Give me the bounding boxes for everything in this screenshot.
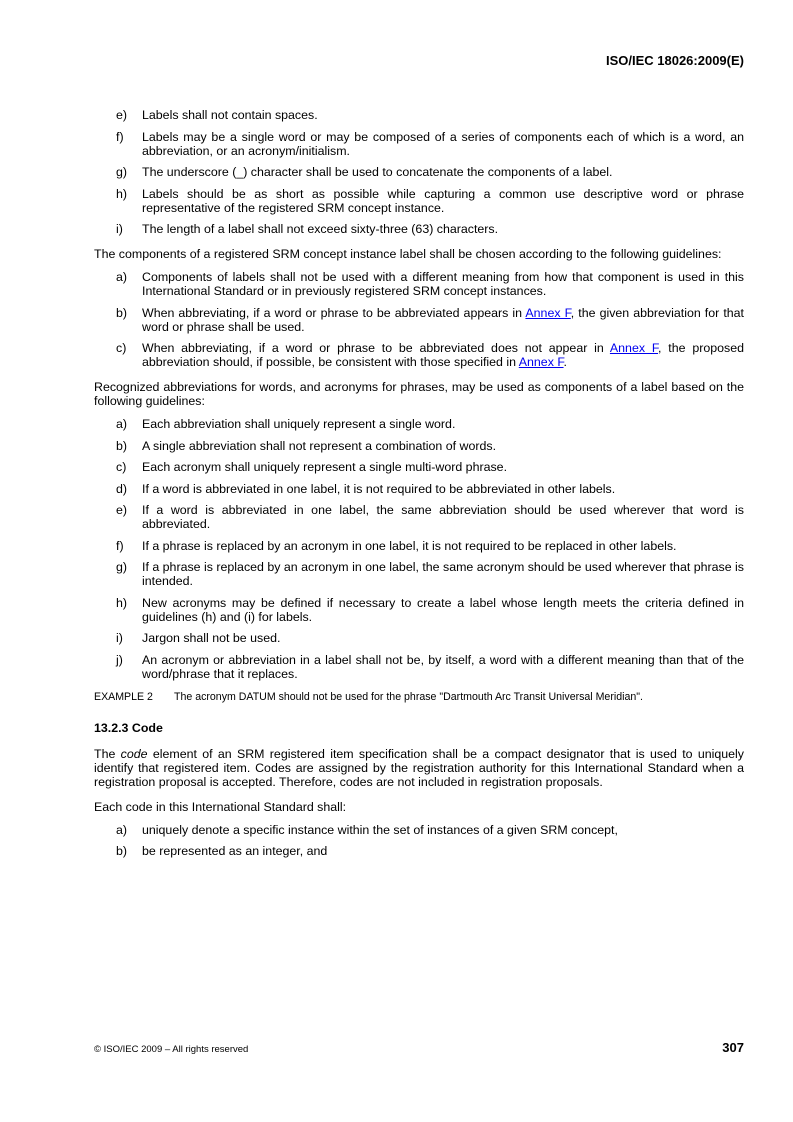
list-item: i) Jargon shall not be used. [116, 631, 281, 645]
list-item: e) If a word is abbreviated in one label, the same abbreviation should be used wherever that word is abbreviated. [116, 503, 744, 531]
list-item: g) If a phrase is replaced by an acronym in one label, the same acronym should be used wherever that phrase is intended. [116, 560, 744, 588]
example-text: The acronym DATUM should not be used for the phrase "Dartmouth Arc Transit Universal Meridian". [174, 690, 643, 703]
list-item: b) be represented as an integer, and [116, 844, 328, 858]
page-number: 307 [722, 1040, 744, 1055]
list-item: d) If a word is abbreviated in one label, it is not required to be abbreviated in other labels. [116, 481, 616, 496]
annex-f-link[interactable]: Annex F [609, 341, 659, 355]
components-intro-paragraph: The components of a registered SRM concept instance label shall be chosen according to the following guidelines: [94, 247, 722, 261]
list-item: f) If a phrase is replaced by an acronym in one label, it is not required to be replaced in other labels. [116, 538, 677, 553]
component-guidelines-list [94, 270, 744, 369]
label-rules-list [94, 108, 744, 236]
code-rules-list [94, 823, 744, 859]
list-item: c) When abbreviating, if a word or phrase to be abbreviated does not appear in Annex F, the proposed abbreviation should, if possible, be consistent with those specified in Annex F. [116, 341, 744, 369]
list-item: g) The underscore (_) character shall be used to concatenate the components of a label. [116, 165, 613, 179]
list-item: a) Components of labels shall not be used with a different meaning from how that component is used in this International Standard or in previously registered SRM concept instances. [116, 270, 744, 298]
list-item: j) An acronym or abbreviation in a label shall not be, by itself, a word with a different meaning than that of the word/phrase that it replaces. [116, 652, 744, 681]
list-item: b) When abbreviating, if a word or phrase to be abbreviated appears in Annex F, the given abbreviation for that word or phrase shall be used. [116, 305, 744, 334]
list-item: a) uniquely denote a specific instance within the set of instances of a given SRM concept, [116, 822, 618, 837]
annex-f-link[interactable]: Annex F [525, 305, 571, 320]
list-item: f) Labels may be a single word or may be composed of a series of components each of which is a word, an abbreviation, or an acronym/initialism. [116, 129, 744, 158]
code-rules-intro: Each code in this International Standard shall: [94, 799, 347, 814]
list-item: i) The length of a label shall not exceed sixty-three (63) characters. [116, 222, 499, 236]
list-item: h) New acronyms may be defined if necessary to create a label whose length meets the criteria defined in guidelines (h) and (i) for labels. [116, 595, 744, 624]
abbreviation-guidelines-list [94, 417, 744, 681]
code-paragraph: The code element of an SRM registered item specification shall be a compact designator that is used to uniquely identify that registered item. Codes are assigned by the registration authority for this International Standard when a registration proposal is accepted. Therefore, codes are not included in registration proposals. [94, 746, 744, 789]
abbreviations-intro-paragraph: Recognized abbreviations for words, and acronyms for phrases, may be used as components of a label based on the following guidelines: [94, 380, 744, 408]
example-label: EXAMPLE 2 [94, 690, 153, 703]
list-item: b) A single abbreviation shall not represent a combination of words. [116, 438, 497, 453]
list-item: e) Labels shall not contain spaces. [116, 108, 318, 122]
page-content [94, 108, 744, 866]
list-item: a) Each abbreviation shall uniquely represent a single word. [116, 417, 456, 431]
annex-f-link[interactable]: Annex F [518, 355, 564, 369]
list-item: c) Each acronym shall uniquely represent a single multi-word phrase. [116, 460, 508, 474]
section-heading: 13.2.3 Code [94, 720, 163, 735]
copyright-notice: © ISO/IEC 2009 – All rights reserved [94, 1044, 249, 1055]
example-note [94, 691, 744, 703]
list-item: h) Labels should be as short as possible while capturing a common use descriptive word or phrase representative of the registered SRM concept instance. [116, 186, 744, 215]
page-header: ISO/IEC 18026:2009(E) [605, 53, 744, 68]
